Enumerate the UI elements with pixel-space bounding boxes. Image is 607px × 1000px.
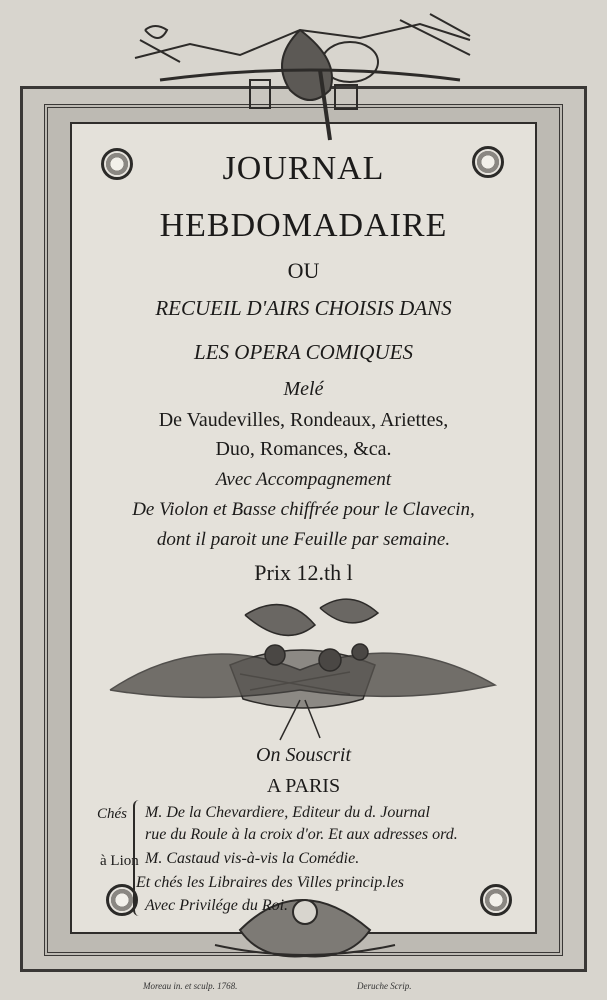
subtitle-feuille: dont il paroit une Feuille par semaine. [156, 529, 451, 550]
price: Prix 12.th l [254, 560, 353, 585]
imprint-line-4: Et chés les Libraires des Villes princip.les [136, 874, 404, 891]
title-hebdomadaire: HEBDOMADAIRE [159, 207, 448, 244]
subtitle-recueil: RECUEIL D'AIRS CHOISIS DANS [155, 296, 452, 320]
title-journal: JOURNAL [222, 150, 385, 187]
imprint-brace [133, 800, 141, 916]
subtitle-vaudevilles: De Vaudevilles, Rondeaux, Ariettes, [158, 409, 449, 431]
birds-nest-basket-icon [110, 599, 495, 740]
engraver-credit: Moreau in. et sculp. 1768. [143, 981, 238, 991]
imprint-lion-label: à Lion [100, 853, 139, 869]
imprint-line-3: M. Castaud vis-à-vis la Comédie. [145, 850, 360, 867]
imprint-chez-label: Chés [97, 806, 127, 822]
imprint-subscribe: On Souscrit [256, 744, 351, 766]
music-trophy-icon [135, 14, 470, 140]
imprint-line-5: Avec Privilége du Roi. [145, 897, 289, 914]
scribe-credit: Deruche Scrip. [357, 981, 412, 991]
subtitle-violon: De Violon et Basse chiffrée pour le Clavecin, [132, 499, 475, 520]
imprint-city: A PARIS [266, 775, 341, 797]
subtitle-duo: Duo, Romances, &ca. [215, 438, 392, 460]
subtitle-opera: LES OPERA COMIQUES [194, 340, 413, 364]
subtitle-accompagnement: Avec Accompagnement [215, 469, 392, 490]
rosette-bottom-right-icon [480, 884, 512, 916]
title-ou: OU [287, 258, 320, 283]
imprint-line-2: rue du Roule à la croix d'or. Et aux adresses ord. [145, 826, 458, 843]
imprint-line-1: M. De la Chevardiere, Editeur du d. Journal [145, 804, 430, 821]
subtitle-mele: Melé [283, 378, 324, 400]
